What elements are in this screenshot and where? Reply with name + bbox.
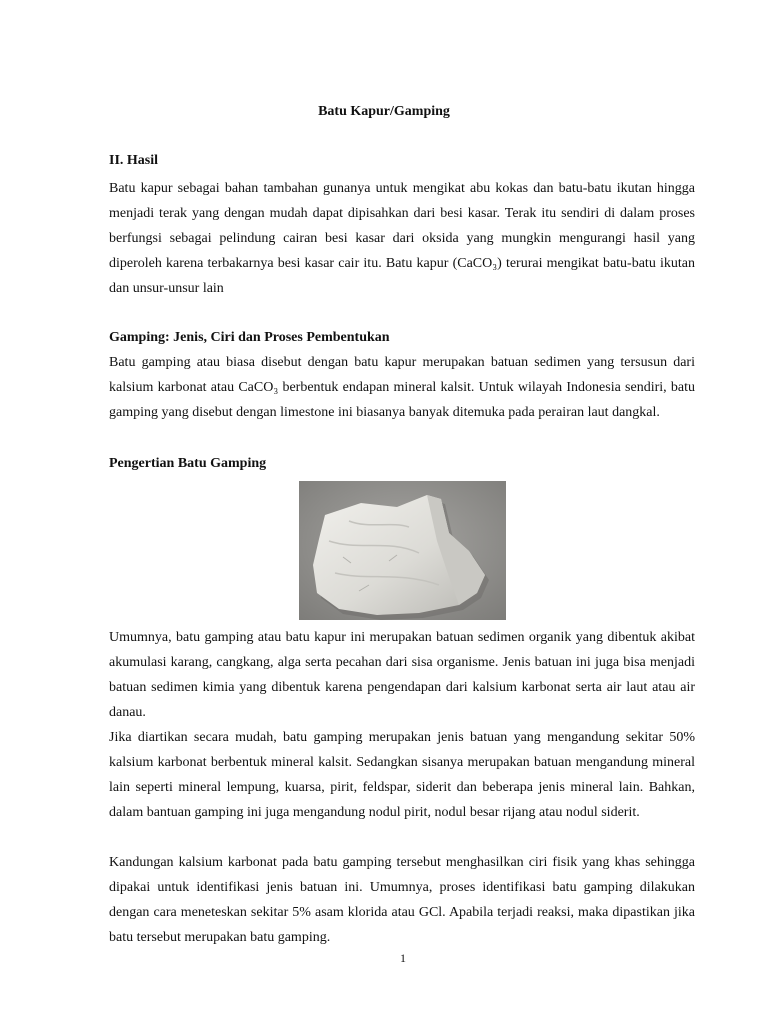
- paragraph-hasil: Batu kapur sebagai bahan tambahan gunanya untuk mengikat abu kokas dan batu-batu ikutan hingga menjadi terak yang dengan mudah dapat dipisahkan dari besi kasar. Terak itu sendiri di dalam proses berfungsi sebagai pelindung cairan besi kasar dari oksida yang mungkin mengurangi hasil yang diperoleh karena terbakarnya besi kasar cair itu. Batu kapur (CaCO₃) terurai mengikat batu-batu ikutan dan unsur-unsur lain: [109, 181, 695, 296]
- paragraph-pengertian-1: Umumnya, batu gamping atau batu kapur ini merupakan batuan sedimen organik yang dibentuk akibat akumulasi karang, cangkang, alga serta pecahan dari sisa organisme. Jenis batuan ini juga bisa menjadi batuan sedimen kimia yang dibentuk karena pengendapan dari kalsium karbonat serta air laut atau air danau.: [109, 630, 695, 720]
- document-title: Batu Kapur/Gamping: [318, 104, 450, 119]
- page-number: 1: [400, 951, 406, 965]
- paragraph-pengertian-3: Kandungan kalsium karbonat pada batu gamping tersebut menghasilkan ciri fisik yang khas sehingga dipakai untuk identifikasi jenis batuan ini. Umumnya, proses identifikasi batu gamping dilakukan dengan cara meneteskan sekitar 5% asam klorida atau GCl. Apabila terjadi reaksi, maka dipastikan jika batu tersebut merupakan batu gamping.: [109, 855, 695, 945]
- paragraph-gamping: Batu gamping atau biasa disebut dengan batu kapur merupakan batuan sedimen yang tersusun dari kalsium karbonat atau CaCO₃ berbentuk endapan mineral kalsit. Untuk wilayah Indonesia sendiri, batu gamping yang disebut dengan limestone ini biasanya banyak ditemuka pada perairan laut dangkal.: [109, 355, 695, 420]
- limestone-rock-icon: [299, 481, 506, 620]
- section-heading-hasil: II. Hasil: [109, 153, 159, 168]
- limestone-rock-image: [299, 481, 506, 620]
- section-heading-gamping: Gamping: Jenis, Ciri dan Proses Pembentukan: [109, 330, 390, 345]
- section-heading-pengertian: Pengertian Batu Gamping: [109, 456, 267, 471]
- paragraph-pengertian-2: Jika diartikan secara mudah, batu gamping merupakan jenis batuan yang mengandung sekitar 50% kalsium karbonat berbentuk mineral kalsit. Sedangkan sisanya merupakan batuan mengandung mineral lain seperti mineral lempung, kuarsa, pirit, feldspar, siderit dan beberapa jenis mineral lain. Bahkan, dalam bantuan gamping ini juga mengandung nodul pirit, nodul besar rijang atau nodul siderit.: [109, 730, 695, 820]
